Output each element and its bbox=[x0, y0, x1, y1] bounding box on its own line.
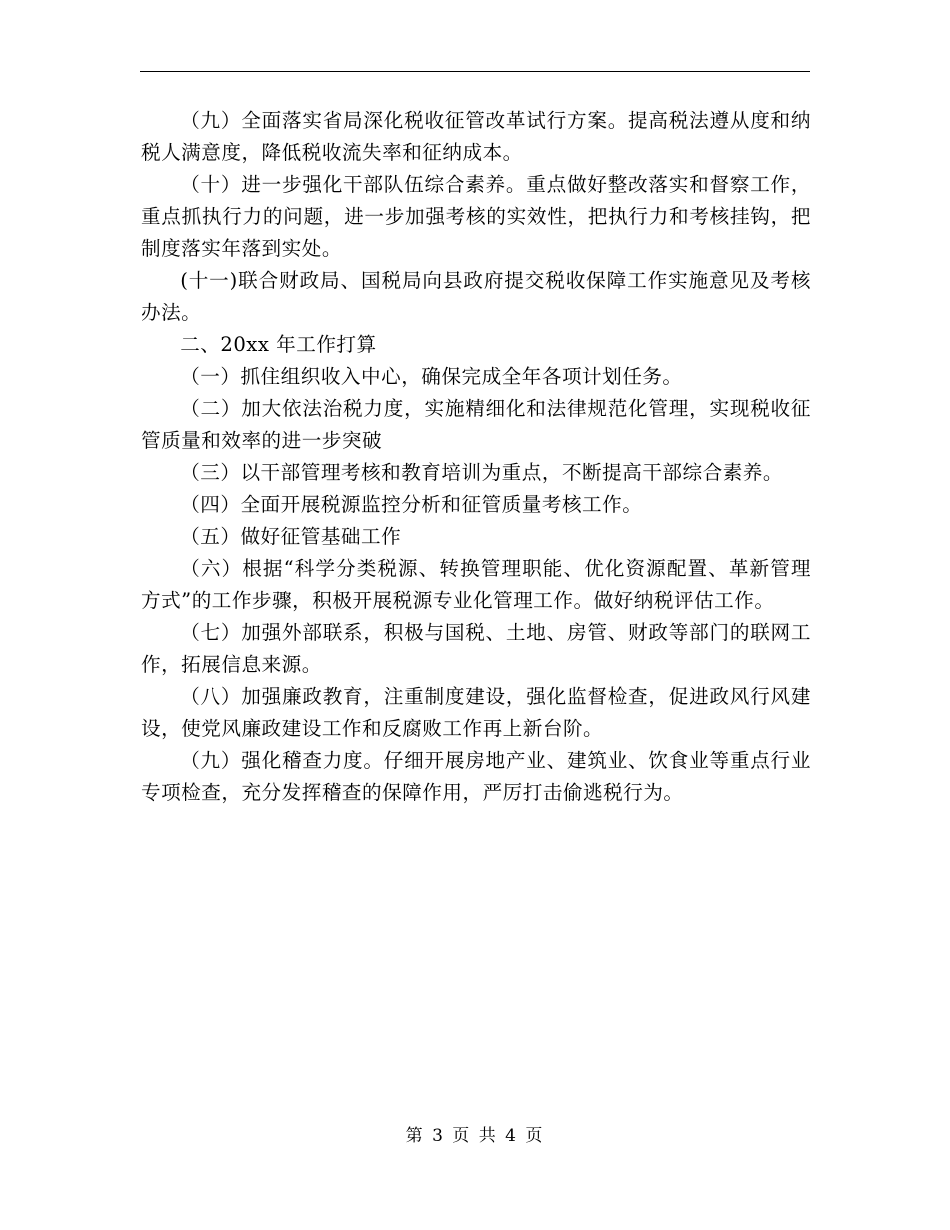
paragraph-13: （九）强化稽查力度。仔细开展房地产业、建筑业、饮食业等重点行业专项检查，充分发挥稽查的保障作用，严厉打击偷逃税行为。 bbox=[141, 749, 811, 804]
paragraph-11: （七）加强外部联系，积极与国税、土地、房管、财政等部门的联网工作，拓展信息来源。 bbox=[141, 621, 811, 676]
paragraph-2: （十）进一步强化干部队伍综合素养。重点做好整改落实和督察工作，重点抓执行力的问题，进一步加强考核的实效性，把执行力和考核挂钩，把制度落实年落到实处。 bbox=[141, 173, 811, 260]
document-body bbox=[141, 105, 811, 809]
paragraph-7: （三）以干部管理考核和教育培训为重点，不断提高干部综合素养。 bbox=[180, 461, 783, 484]
paragraph-12: （八）加强廉政教育，注重制度建设，强化监督检查，促进政风行风建设，使党风廉政建设工作和反腐败工作再上新台阶。 bbox=[141, 685, 811, 740]
paragraph-5: （一）抓住组织收入中心，确保完成全年各项计划任务。 bbox=[180, 365, 683, 388]
paragraph-10: （六）根据“科学分类税源、转换管理职能、优化资源配置、革新管理方式”的工作步骤，积极开展税源专业化管理工作。做好纳税评估工作。 bbox=[141, 557, 811, 612]
paragraph-6: （二）加大依法治税力度，实施精细化和法律规范化管理，实现税收征管质量和效率的进一步突破 bbox=[141, 397, 811, 452]
header-rule bbox=[140, 71, 810, 72]
paragraph-9: （五）做好征管基础工作 bbox=[180, 525, 402, 548]
page-number: 第 3 页 共 4 页 bbox=[405, 1126, 545, 1146]
paragraph-1: （九）全面落实省局深化税收征管改革试行方案。提高税法遵从度和纳税人满意度，降低税收流失率和征纳成本。 bbox=[141, 109, 811, 164]
paragraph-8: （四）全面开展税源监控分析和征管质量考核工作。 bbox=[180, 493, 643, 516]
section-heading: 二、20xx 年工作打算 bbox=[180, 333, 377, 356]
paragraph-3: (十一)联合财政局、国税局向县政府提交税收保障工作实施意见及考核办法。 bbox=[141, 269, 811, 324]
